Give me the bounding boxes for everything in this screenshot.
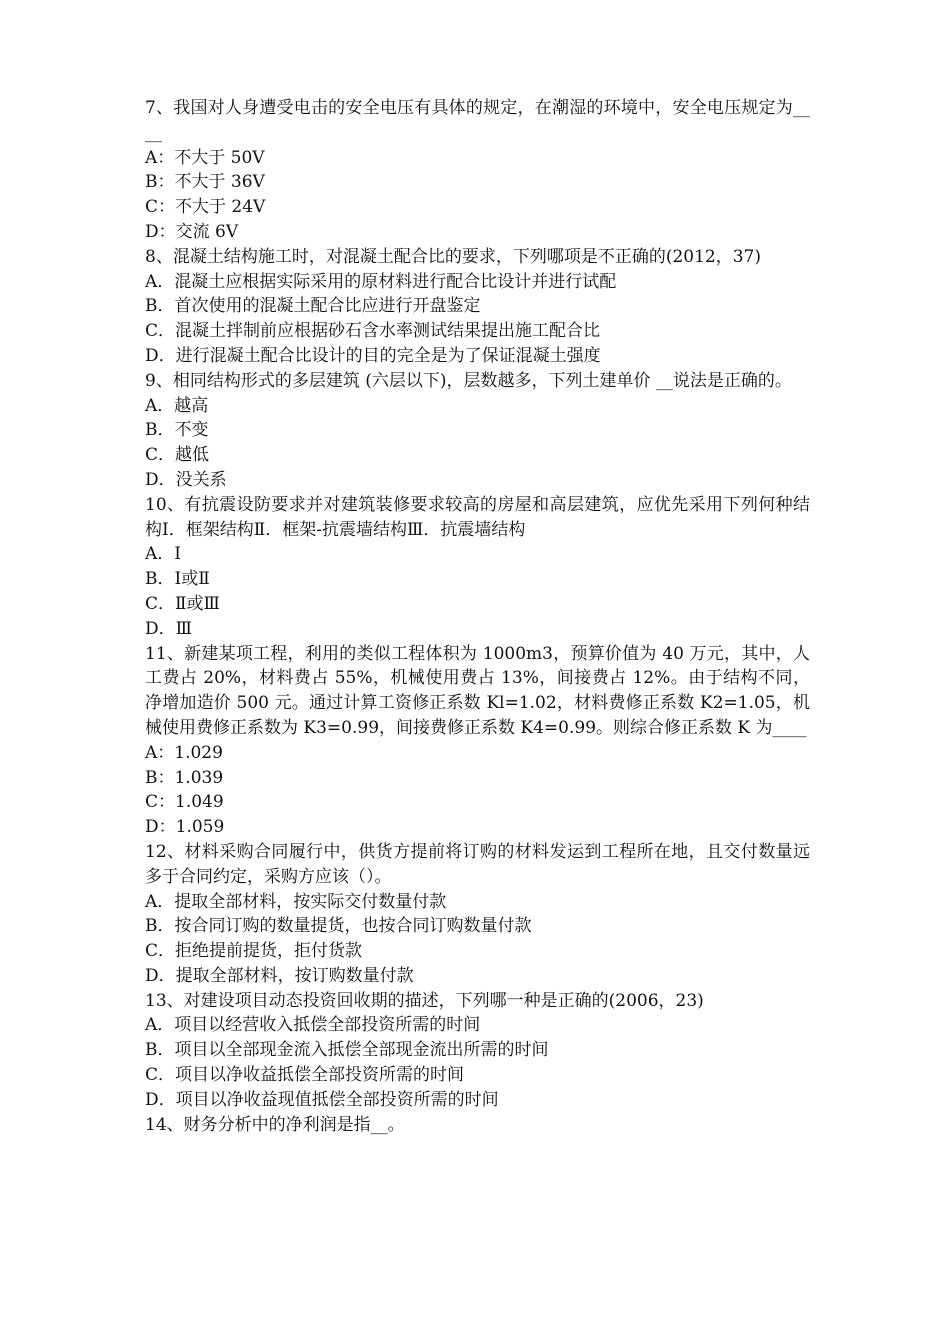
option-b: B．不变	[145, 420, 209, 441]
question-block	[145, 245, 810, 369]
option-c: C．越低	[145, 445, 210, 466]
option-c: C．拒绝提前提货，拒付货款	[145, 941, 363, 962]
option-b: B．Ⅰ或Ⅱ	[145, 569, 210, 590]
option-d: D：交流 6V	[145, 221, 239, 242]
question-text: 13、对建设项目动态投资回收期的描述，下列哪一种是正确的(2006，23)	[145, 990, 704, 1011]
question-text: 9、相同结构形式的多层建筑 (六层以下)，层数越多，下列土建单价 __说法是正确的。	[145, 370, 792, 391]
question-block	[145, 493, 810, 642]
option-c: C：1.049	[145, 792, 224, 813]
question-block	[145, 840, 810, 989]
option-c: C．项目以净收益抵偿全部投资所需的时间	[145, 1065, 465, 1086]
question-text: 7、我国对人身遭受电击的安全电压有具体的规定，在潮湿的环境中，安全电压规定为____	[145, 98, 810, 143]
question-text: 14、财务分析中的净利润是指__。	[145, 1114, 405, 1135]
option-a: A．提取全部材料，按实际交付数量付款	[145, 891, 447, 912]
option-b: B．首次使用的混凝土配合比应进行开盘鉴定	[145, 296, 481, 317]
option-b: B．项目以全部现金流入抵偿全部现金流出所需的时间	[145, 1040, 549, 1061]
question-block	[145, 96, 810, 245]
option-d: D．提取全部材料，按订购数量付款	[145, 965, 414, 986]
option-c: C．混凝土拌制前应根据砂石含水率测试结果提出施工配合比	[145, 321, 601, 342]
option-b: B：不大于 36V	[145, 172, 265, 193]
question-block	[145, 642, 810, 840]
option-a: A：1.029	[145, 742, 223, 763]
question-text: 8、混凝土结构施工时，对混凝土配合比的要求，下列哪项是不正确的(2012，37)	[145, 246, 761, 267]
question-block	[145, 989, 810, 1113]
option-d: D：1.059	[145, 817, 225, 838]
document-body	[145, 96, 810, 1137]
question-text: 11、新建某项工程，利用的类似工程体积为 1000m3，预算价值为 40 万元，其中，人工费占 20%，材料费占 55%，机械使用费占 13%，间接费占 12%。由于结构不同，净增加造价 500 元。通过计算工资修正系数 Kl=1.02，材料费修正系数 K2=1.05，机械使用费修正系数为 K3=0.99，间接费修正系数 K4=0.99。则综合修正系数 K 为____	[145, 643, 810, 738]
option-d: D．没关系	[145, 469, 227, 490]
option-d: D．进行混凝土配合比设计的目的完全是为了保证混凝土强度	[145, 345, 601, 366]
option-a: A．越高	[145, 395, 209, 416]
option-a: A．Ⅰ	[145, 544, 181, 565]
question-text: 12、材料采购合同履行中，供货方提前将订购的材料发运到工程所在地，且交付数量远多于合同约定，采购方应该（）。	[145, 841, 810, 887]
option-a: A．混凝土应根据实际采用的原材料进行配合比设计并进行试配	[145, 271, 617, 292]
question-block	[145, 369, 810, 493]
option-c: C：不大于 24V	[145, 197, 266, 218]
option-b: B：1.039	[145, 767, 224, 788]
option-a: A．项目以经营收入抵偿全部投资所需的时间	[145, 1015, 481, 1036]
question-block	[145, 1113, 810, 1138]
question-text: 10、有抗震设防要求并对建筑装修要求较高的房屋和高层建筑，应优先采用下列何种结构Ⅰ．框架结构Ⅱ．框架-抗震墙结构Ⅲ．抗震墙结构	[145, 494, 810, 540]
option-b: B．按合同订购的数量提货，也按合同订购数量付款	[145, 916, 532, 937]
option-c: C．Ⅱ或Ⅲ	[145, 593, 220, 614]
option-a: A：不大于 50V	[145, 147, 265, 168]
option-d: D．项目以净收益现值抵偿全部投资所需的时间	[145, 1089, 499, 1110]
option-d: D．Ⅲ	[145, 618, 193, 639]
